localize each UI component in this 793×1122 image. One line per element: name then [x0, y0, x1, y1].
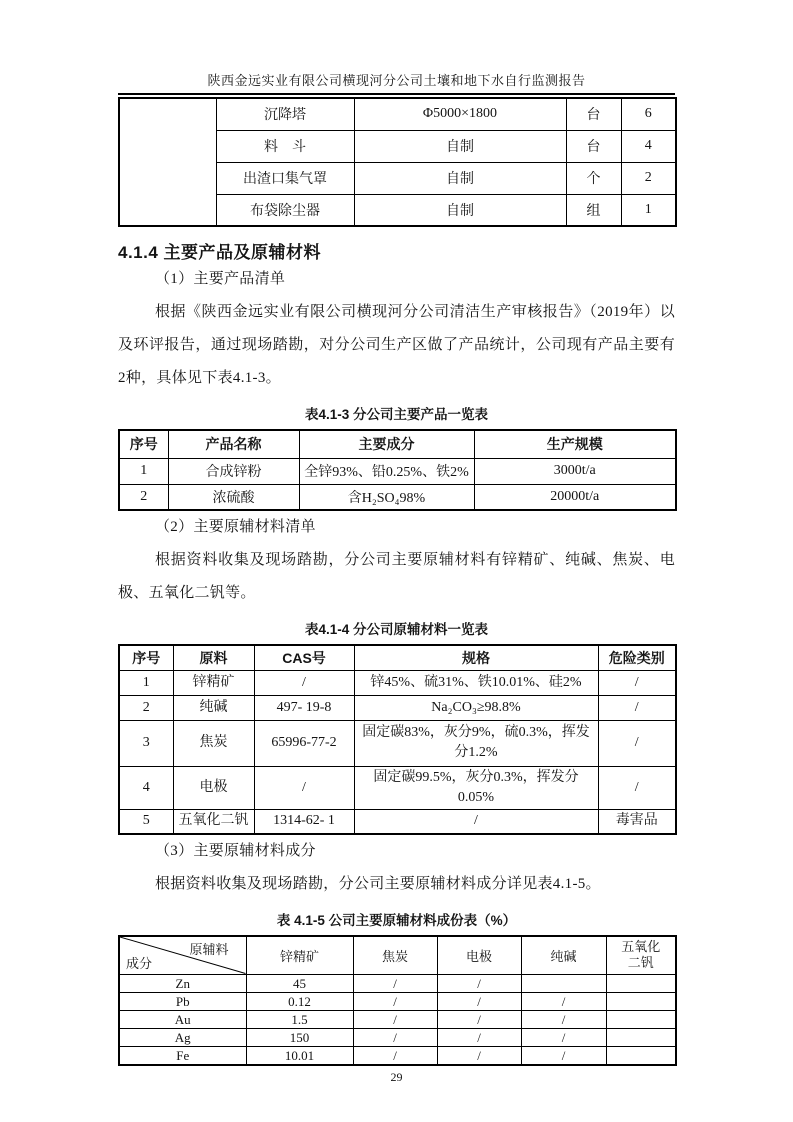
table-cell: 五氧化二钒 — [173, 809, 254, 834]
table-cell: 4 — [119, 766, 173, 809]
table-row — [119, 458, 676, 484]
table-row — [119, 98, 676, 130]
table-row — [119, 1010, 676, 1028]
table-cell: 3 — [119, 720, 173, 766]
table-cell — [606, 992, 676, 1010]
list-item-title: （2）主要原辅材料清单 — [155, 519, 316, 535]
table-row — [119, 695, 676, 720]
column-header: 原料 — [173, 645, 254, 670]
table-cell — [606, 1028, 676, 1046]
table-cell: 2 — [119, 695, 173, 720]
diagonal-header-cell — [119, 936, 246, 974]
table-cell: 电极 — [173, 766, 254, 809]
table-cell: 10.01 — [246, 1046, 353, 1065]
section-heading: 4.1.4 主要产品及原辅材料 — [118, 243, 322, 262]
equipment-table — [118, 97, 677, 227]
corner-label-bottom: 成分 — [126, 955, 153, 971]
table-row — [119, 484, 676, 510]
column-header: CAS号 — [254, 645, 354, 670]
table-cell: 150 — [246, 1028, 353, 1046]
paragraph: 根据资料收集及现场踏勘，分公司主要原辅材料成分详见表4.1-5。 — [155, 876, 601, 892]
table-row — [119, 1046, 676, 1065]
document-header-title: 陕西金远实业有限公司横现河分公司土壤和地下水自行监测报告 — [118, 70, 675, 95]
table-cell: 台 — [566, 130, 621, 162]
table-cell: / — [521, 992, 606, 1010]
table-cell: 2 — [621, 162, 676, 194]
page-number: 29 — [390, 1069, 403, 1084]
table-cell: / — [354, 809, 598, 834]
table-row — [119, 992, 676, 1010]
table-cell: 沉降塔 — [216, 98, 354, 130]
table-row — [119, 809, 676, 834]
table-cell: Pb — [119, 992, 246, 1010]
paragraph: 根据《陕西金远实业有限公司横现河分公司清洁生产审核报告》（2019年）以及环评报告，通过现场踏勘，对分公司生产区做了产品统计，公司现有产品主要有2种，具体见下表4.1-3。 — [118, 304, 675, 386]
table-cell: 组 — [566, 194, 621, 226]
table-cell: 5 — [119, 809, 173, 834]
table-cell: / — [521, 1028, 606, 1046]
composition-table — [118, 935, 677, 1066]
table-cell: 固定碳99.5%，灰分0.3%，挥发分0.05% — [354, 766, 598, 809]
table-cell: / — [598, 720, 676, 766]
table-cell: / — [353, 974, 437, 992]
list-item-title: （1）主要产品清单 — [155, 271, 286, 287]
table-cell: 纯碱 — [173, 695, 254, 720]
column-header: 规格 — [354, 645, 598, 670]
table-cell: / — [437, 1046, 521, 1065]
table-cell: / — [353, 1010, 437, 1028]
materials-table — [118, 644, 677, 835]
list-item-title: （3）主要原辅材料成分 — [155, 843, 316, 859]
table-cell: 自制 — [354, 130, 566, 162]
table-cell: / — [353, 1046, 437, 1065]
table-cell: Ag — [119, 1028, 246, 1046]
column-header: 序号 — [119, 645, 173, 670]
table-cell: 焦炭 — [173, 720, 254, 766]
table-cell: / — [598, 695, 676, 720]
table-cell — [606, 1010, 676, 1028]
merged-empty-cell — [119, 98, 216, 226]
table-cell: 台 — [566, 98, 621, 130]
table-cell: / — [254, 670, 354, 695]
column-header: 纯碱 — [521, 936, 606, 974]
table-cell: / — [437, 974, 521, 992]
column-header: 产品名称 — [168, 430, 299, 458]
table-cell: / — [598, 766, 676, 809]
table-header-row — [119, 645, 676, 670]
table-cell: 6 — [621, 98, 676, 130]
table-cell: / — [521, 1010, 606, 1028]
column-header: 五氧化二钒 — [606, 936, 676, 974]
paragraph: 根据资料收集及现场踏勘，分公司主要原辅材料有锌精矿、纯碱、焦炭、电极、五氧化二钒等。 — [118, 552, 675, 601]
table-cell: 锌45%、硫31%、铁10.01%、硅2% — [354, 670, 598, 695]
table-header-row — [119, 430, 676, 458]
table-cell: 2 — [119, 484, 168, 510]
table-cell — [606, 974, 676, 992]
table-cell — [606, 1046, 676, 1065]
table-cell: Φ5000×1800 — [354, 98, 566, 130]
table-cell: 3000t/a — [474, 458, 676, 484]
table-cell: 1 — [119, 458, 168, 484]
table-cell: 自制 — [354, 194, 566, 226]
column-header: 生产规模 — [474, 430, 676, 458]
table-cell: 497- 19-8 — [254, 695, 354, 720]
table-cell: 合成锌粉 — [168, 458, 299, 484]
table-cell: / — [598, 670, 676, 695]
table-cell: / — [437, 1028, 521, 1046]
table-row — [119, 766, 676, 809]
table-cell — [521, 974, 606, 992]
table-caption: 表4.1-3 分公司主要产品一览表 — [304, 407, 489, 422]
table-cell: 料 斗 — [216, 130, 354, 162]
table-row — [119, 720, 676, 766]
column-header: 主要成分 — [299, 430, 474, 458]
table-cell: 布袋除尘器 — [216, 194, 354, 226]
table-cell: / — [521, 1046, 606, 1065]
table-cell: 含H₂SO₄98% — [299, 484, 474, 510]
column-header: 序号 — [119, 430, 168, 458]
table-cell: Na₂CO₃≥98.8% — [354, 695, 598, 720]
table-cell: 1 — [119, 670, 173, 695]
column-header: 危险类别 — [598, 645, 676, 670]
column-header: 锌精矿 — [246, 936, 353, 974]
table-cell: 锌精矿 — [173, 670, 254, 695]
table-cell: 4 — [621, 130, 676, 162]
table-cell: / — [437, 1010, 521, 1028]
table-cell: / — [437, 992, 521, 1010]
column-header: 电极 — [437, 936, 521, 974]
table-cell: Au — [119, 1010, 246, 1028]
table-row — [119, 670, 676, 695]
table-cell: 个 — [566, 162, 621, 194]
table-cell: / — [353, 992, 437, 1010]
table-cell: 固定碳83%，灰分9%，硫0.3%，挥发分1.2% — [354, 720, 598, 766]
table-cell: / — [353, 1028, 437, 1046]
table-cell: 65996-77-2 — [254, 720, 354, 766]
table-cell: 毒害品 — [598, 809, 676, 834]
table-cell: 45 — [246, 974, 353, 992]
table-cell: 浓硫酸 — [168, 484, 299, 510]
table-cell: 1.5 — [246, 1010, 353, 1028]
table-cell: 自制 — [354, 162, 566, 194]
table-cell: 全锌93%、铅0.25%、铁2% — [299, 458, 474, 484]
corner-label-top: 原辅料 — [189, 942, 229, 957]
table-cell: 1 — [621, 194, 676, 226]
table-cell: Fe — [119, 1046, 246, 1065]
table-header-row — [119, 936, 676, 974]
table-row — [119, 1028, 676, 1046]
table-cell: 1314-62- 1 — [254, 809, 354, 834]
table-cell: 0.12 — [246, 992, 353, 1010]
table-caption: 表4.1-4 分公司原辅材料一览表 — [304, 622, 489, 637]
table-cell: / — [254, 766, 354, 809]
column-header: 焦炭 — [353, 936, 437, 974]
table-cell: Zn — [119, 974, 246, 992]
table-cell: 出渣口集气罩 — [216, 162, 354, 194]
products-table — [118, 429, 677, 511]
table-row — [119, 974, 676, 992]
table-cell: 20000t/a — [474, 484, 676, 510]
table-caption: 表 4.1-5 公司主要原辅材料成份表（%） — [276, 913, 517, 928]
